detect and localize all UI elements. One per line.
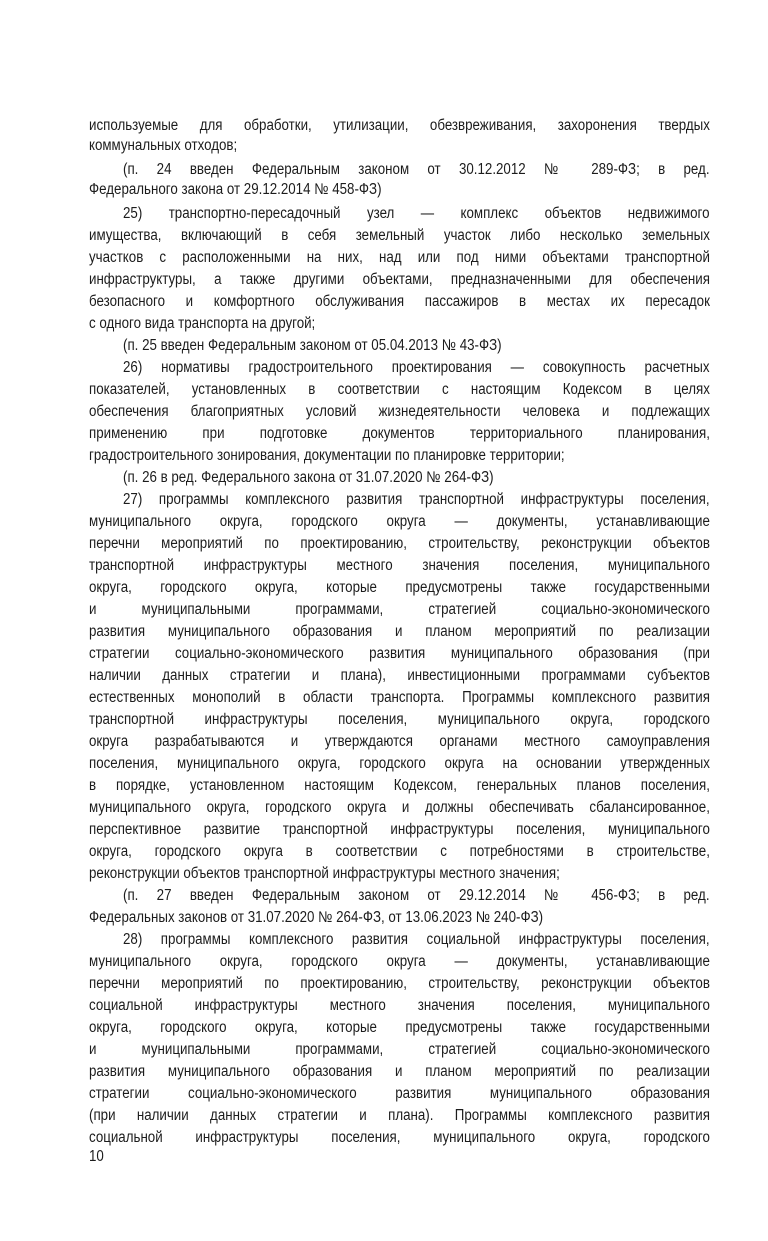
text-line: и муниципальными программами, стратегией социально-экономического	[89, 1041, 710, 1058]
text-line: (при наличии данных стратегии и плана). Программы комплексного развития	[89, 1107, 710, 1124]
text-line: округа, городского округа в соответствии с потребностями в строительстве,	[89, 843, 710, 860]
text-line: и муниципальными программами, стратегией социально-экономического	[89, 601, 710, 618]
text-line: с одного вида транспорта на другой;	[89, 315, 316, 332]
text-line: наличии данных стратегии и плана), инвестиционными программами субъектов	[89, 667, 710, 684]
text-line: 26) нормативы градостроительного проектирования — совокупность расчетных	[123, 359, 710, 376]
text-line: социальной инфраструктуры поселения, муниципального округа, городского	[89, 1129, 710, 1146]
text-line: показателей, установленных в соответствии с настоящим Кодексом в целях	[89, 381, 710, 398]
text-line: 28) программы комплексного развития социальной инфраструктуры поселения,	[123, 931, 710, 948]
text-line: муниципального округа, городского округа — документы, устанавливающие	[89, 953, 710, 970]
text-line: социальной инфраструктуры местного значения поселения, муниципального	[89, 997, 710, 1014]
text-line: перечни мероприятий по проектированию, строительству, реконструкции объектов	[89, 975, 710, 992]
text-line: градостроительного зонирования, документации по планировке территории;	[89, 447, 565, 464]
text-line: округа, городского округа, которые предусмотрены также государственными	[89, 579, 710, 596]
text-line: транспортной инфраструктуры местного значения поселения, муниципального	[89, 557, 710, 574]
text-line: стратегии социально-экономического развития муниципального образования (при	[89, 645, 710, 662]
text-line: Федеральных законов от 31.07.2020 № 264-ФЗ, от 13.06.2023 № 240-ФЗ)	[89, 909, 544, 926]
text-line: коммунальных отходов;	[89, 137, 238, 154]
text-line: в порядке, установленном настоящим Кодексом, генеральных планов поселения,	[89, 777, 710, 794]
text-line: 27) программы комплексного развития транспортной инфраструктуры поселения,	[123, 491, 710, 508]
text-line: транспортной инфраструктуры поселения, муниципального округа, городского	[89, 711, 710, 728]
text-line: муниципального округа, городского округа — документы, устанавливающие	[89, 513, 710, 530]
text-line: применению при подготовке документов территориального планирования,	[89, 425, 710, 442]
text-line: развития муниципального образования и планом мероприятий по реализации	[89, 623, 710, 640]
text-line: (п. 27 введен Федеральным законом от 29.12.2014 № 456-ФЗ; в ред.	[123, 887, 710, 904]
text-line: муниципального округа, городского округа и должны обеспечивать сбалансированное,	[89, 799, 710, 816]
text-line: перспективное развитие транспортной инфраструктуры поселения, муниципального	[89, 821, 710, 838]
text-line: (п. 26 в ред. Федерального закона от 31.07.2020 № 264-ФЗ)	[123, 469, 494, 486]
text-line: поселения, муниципального округа, городского округа на основании утвержденных	[89, 755, 710, 772]
text-line: естественных монополий в области транспорта. Программы комплексного развития	[89, 689, 710, 706]
text-line: инфраструктуры, а также другими объектами, предназначенными для обеспечения	[89, 271, 710, 288]
text-line: реконструкции объектов транспортной инфраструктуры местного значения;	[89, 865, 560, 882]
text-line: округа разрабатываются и утверждаются органами местного самоуправления	[89, 733, 710, 750]
page-number: 10	[89, 1148, 104, 1165]
text-line: обеспечения благоприятных условий жизнедеятельности человека и подлежащих	[89, 403, 710, 420]
text-line: перечни мероприятий по проектированию, строительству, реконструкции объектов	[89, 535, 710, 552]
text-line: участков с расположенными на них, над или под ними объектами транспортной	[89, 249, 710, 266]
text-line: безопасного и комфортного обслуживания пассажиров в местах их пересадок	[89, 293, 710, 310]
text-line: развития муниципального образования и планом мероприятий по реализации	[89, 1063, 710, 1080]
text-line: стратегии социально-экономического развития муниципального образования	[89, 1085, 710, 1102]
text-line: 25) транспортно-пересадочный узел — комплекс объектов недвижимого	[123, 205, 710, 222]
text-line: Федерального закона от 29.12.2014 № 458-ФЗ)	[89, 181, 382, 198]
text-line: округа, городского округа, которые предусмотрены также государственными	[89, 1019, 710, 1036]
text-line: используемые для обработки, утилизации, обезвреживания, захоронения твердых	[89, 117, 710, 134]
text-line: (п. 24 введен Федеральным законом от 30.12.2012 № 289-ФЗ; в ред.	[123, 161, 710, 178]
text-line: (п. 25 введен Федеральным законом от 05.04.2013 № 43-ФЗ)	[123, 337, 502, 354]
text-line: имущества, включающий в себя земельный участок либо несколько земельных	[89, 227, 710, 244]
